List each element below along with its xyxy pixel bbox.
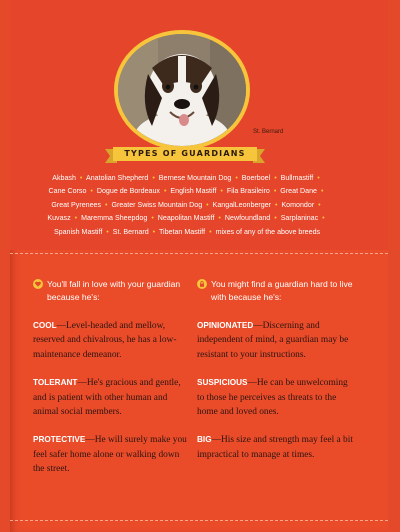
- bullet-separator-icon: •: [274, 214, 277, 223]
- trait-big: [197, 433, 357, 462]
- breed-name: Neapolitan Mastiff: [157, 214, 215, 223]
- bullet-separator-icon: •: [151, 214, 154, 223]
- breed-name: KangalLeonberger: [212, 200, 271, 209]
- trait-suspicious: [197, 376, 357, 419]
- breed-name: Kuvasz: [47, 214, 71, 223]
- bullet-separator-icon: •: [163, 187, 167, 196]
- trait-text: —He's gracious and gentle, and is patient with other human and animal social members.: [33, 378, 181, 418]
- breed-name: Anatolian Shepherd: [86, 174, 149, 182]
- trait-protective: [33, 433, 193, 476]
- bullet-separator-icon: •: [317, 174, 320, 182]
- bottom-divider: [10, 520, 388, 521]
- st-bernard-photo: [118, 34, 246, 146]
- bullet-separator-icon: •: [206, 200, 209, 209]
- bullet-separator-icon: •: [318, 200, 321, 209]
- breed-name: Maremma Sheepdog: [81, 214, 148, 223]
- bullet-separator-icon: •: [320, 187, 324, 196]
- types-heading: TYPES OF GUARDIANS: [124, 149, 246, 158]
- types-heading-ribbon: [105, 145, 265, 165]
- section-divider: [10, 253, 388, 254]
- dog-photo-frame: [114, 30, 250, 150]
- bullet-separator-icon: •: [235, 174, 238, 182]
- trait-text: —He will surely make you feel safer home alone or walking down the street.: [33, 435, 187, 475]
- traits-section: [10, 258, 388, 520]
- book-page: [10, 0, 388, 532]
- breed-name: Spanish Mastiff: [53, 227, 103, 236]
- trait-name: COOL: [33, 321, 57, 330]
- bullet-separator-icon: •: [105, 200, 108, 209]
- trait-name: BIG: [197, 435, 212, 445]
- bullet-separator-icon: •: [106, 227, 109, 236]
- trait-name: OPINIONATED: [197, 321, 254, 330]
- trait-name: SUSPICIOUS: [197, 378, 248, 388]
- trait-text: —He can be unwelcoming to those he perceives as threats to the home and loved ones.: [197, 378, 348, 418]
- breed-name: Great Dane: [280, 187, 317, 196]
- lock-icon: [197, 279, 207, 289]
- bullet-separator-icon: •: [322, 214, 325, 223]
- breed-name: Boerboel: [241, 174, 271, 182]
- breed-name: Fila Brasileiro: [226, 187, 270, 196]
- trait-name: TOLERANT: [33, 378, 78, 388]
- bullet-separator-icon: •: [74, 214, 78, 223]
- hard-heading: [197, 278, 357, 303]
- trait-opinionated: [197, 319, 357, 362]
- bullet-separator-icon: •: [274, 174, 277, 182]
- bullet-separator-icon: •: [90, 187, 93, 196]
- bullet-separator-icon: •: [152, 227, 156, 236]
- breed-name: St. Bernard: [112, 227, 149, 236]
- breed-name: Akbash: [52, 174, 76, 182]
- dog-illustration: [118, 34, 246, 146]
- hard-column: [197, 278, 357, 476]
- bullet-separator-icon: •: [220, 187, 223, 196]
- bullet-separator-icon: •: [152, 174, 155, 182]
- trait-text: —Discerning and independent of mind, a guardian may be resistant to your instructions.: [197, 321, 349, 360]
- trait-text: —Level-headed and mellow, reserved and chivalrous, he has a low-maintenance demeanor.: [33, 321, 177, 360]
- breed-name: Bernese Mountain Dog: [158, 174, 232, 182]
- breed-name: Cane Corso: [48, 187, 87, 196]
- bullet-separator-icon: •: [209, 227, 212, 236]
- heart-icon: [33, 279, 43, 289]
- love-heading-text: You'll fall in love with your guardian because he's:: [47, 279, 181, 302]
- breed-name: Great Pyrenees: [51, 200, 102, 209]
- photo-caption: St. Bernard: [253, 129, 284, 135]
- bullet-separator-icon: •: [274, 200, 278, 209]
- trait-text: —His size and strength may feel a bit impractical to manage at times.: [197, 435, 353, 460]
- breed-name: Greater Swiss Mountain Dog: [111, 200, 203, 209]
- breed-name: Sarplaninac: [280, 214, 319, 223]
- breed-name: mixes of any of the above breeds: [215, 227, 321, 236]
- love-heading: [33, 278, 193, 303]
- bullet-separator-icon: •: [273, 187, 277, 196]
- breed-name: Newfoundland: [224, 214, 271, 223]
- breed-name: Bullmastiff: [280, 174, 314, 182]
- hard-heading-text: You might find a guardian hard to live with because he's:: [211, 279, 353, 302]
- breed-name: Dogue de Bordeaux: [96, 187, 160, 196]
- bullet-separator-icon: •: [218, 214, 221, 223]
- breed-name: English Mastiff: [170, 187, 217, 196]
- breed-name: Komondor: [281, 200, 315, 209]
- trait-cool: [33, 319, 193, 362]
- trait-name: PROTECTIVE: [33, 435, 86, 445]
- love-column: [33, 278, 193, 491]
- bullet-separator-icon: •: [79, 174, 83, 182]
- breeds-panel: [10, 0, 388, 250]
- breed-name: Tibetan Mastiff: [158, 227, 206, 236]
- trait-tolerant: [33, 376, 193, 419]
- breeds-list: [46, 172, 328, 239]
